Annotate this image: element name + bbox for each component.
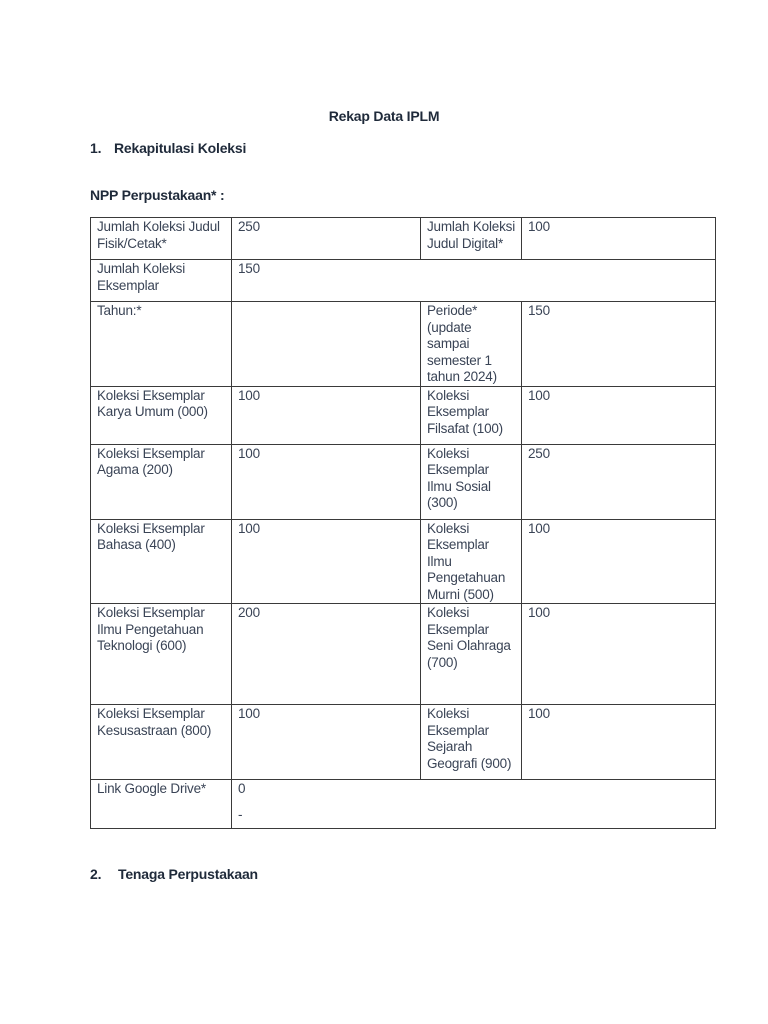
cell-value: 250: [522, 444, 716, 519]
table-row: [91, 302, 716, 387]
table-row: [91, 386, 716, 444]
cell-value: 200: [232, 604, 421, 705]
link-value: 0: [238, 781, 246, 796]
section-heading-2: [90, 866, 258, 882]
cell-value: 100: [232, 519, 421, 604]
cell-label: Koleksi Eksemplar Ilmu Pengetahuan Murni (500): [421, 519, 522, 604]
cell-label: Koleksi Eksemplar Sejarah Geografi (900): [421, 705, 522, 780]
cell-value: 100: [232, 705, 421, 780]
cell-label: Koleksi Eksemplar Karya Umum (000): [91, 386, 232, 444]
cell-value: 100: [522, 604, 716, 705]
npp-label: NPP Perpustakaan* :: [90, 187, 225, 203]
section-number: 1.: [90, 140, 102, 156]
cell-label: Jumlah Koleksi Eksemplar: [91, 260, 232, 302]
cell-value: 150: [232, 260, 716, 302]
cell-label: Koleksi Eksemplar Kesusastraan (800): [91, 705, 232, 780]
cell-label: Periode* (update sampai semester 1 tahun 2024): [421, 302, 522, 387]
table-row: [91, 780, 716, 829]
cell-label: Tahun:*: [91, 302, 232, 387]
document-title: Rekap Data IPLM: [328, 108, 440, 124]
table-row: [91, 260, 716, 302]
table-row: [91, 218, 716, 260]
cell-value: [232, 302, 421, 387]
collection-table: [90, 217, 716, 829]
section-label: Rekapitulasi Koleksi: [114, 140, 247, 156]
link-value-dash: -: [238, 806, 243, 822]
cell-value: 100: [232, 444, 421, 519]
table-row: [91, 519, 716, 604]
cell-label: Koleksi Eksemplar Seni Olahraga (700): [421, 604, 522, 705]
table-row: [91, 705, 716, 780]
table-row: [91, 444, 716, 519]
table-row: [91, 604, 716, 705]
cell-value: [232, 780, 716, 829]
cell-label: Koleksi Eksemplar Bahasa (400): [91, 519, 232, 604]
cell-label: Jumlah Koleksi Judul Fisik/Cetak*: [91, 218, 232, 260]
cell-label: Jumlah Koleksi Judul Digital*: [421, 218, 522, 260]
section-heading-1: [90, 140, 246, 156]
cell-label: Koleksi Eksemplar Agama (200): [91, 444, 232, 519]
cell-label: Koleksi Eksemplar Ilmu Pengetahuan Teknologi (600): [91, 604, 232, 705]
cell-label: Link Google Drive*: [91, 780, 232, 829]
cell-value: 100: [522, 519, 716, 604]
section-label: Tenaga Perpustakaan: [118, 866, 258, 882]
cell-value: 100: [232, 386, 421, 444]
cell-value: 150: [522, 302, 716, 387]
cell-label: Koleksi Eksemplar Ilmu Sosial (300): [421, 444, 522, 519]
cell-value: 100: [522, 705, 716, 780]
cell-value: 100: [522, 386, 716, 444]
cell-label: Koleksi Eksemplar Filsafat (100): [421, 386, 522, 444]
cell-value: 250: [232, 218, 421, 260]
section-number: 2.: [90, 866, 102, 882]
cell-value: 100: [522, 218, 716, 260]
